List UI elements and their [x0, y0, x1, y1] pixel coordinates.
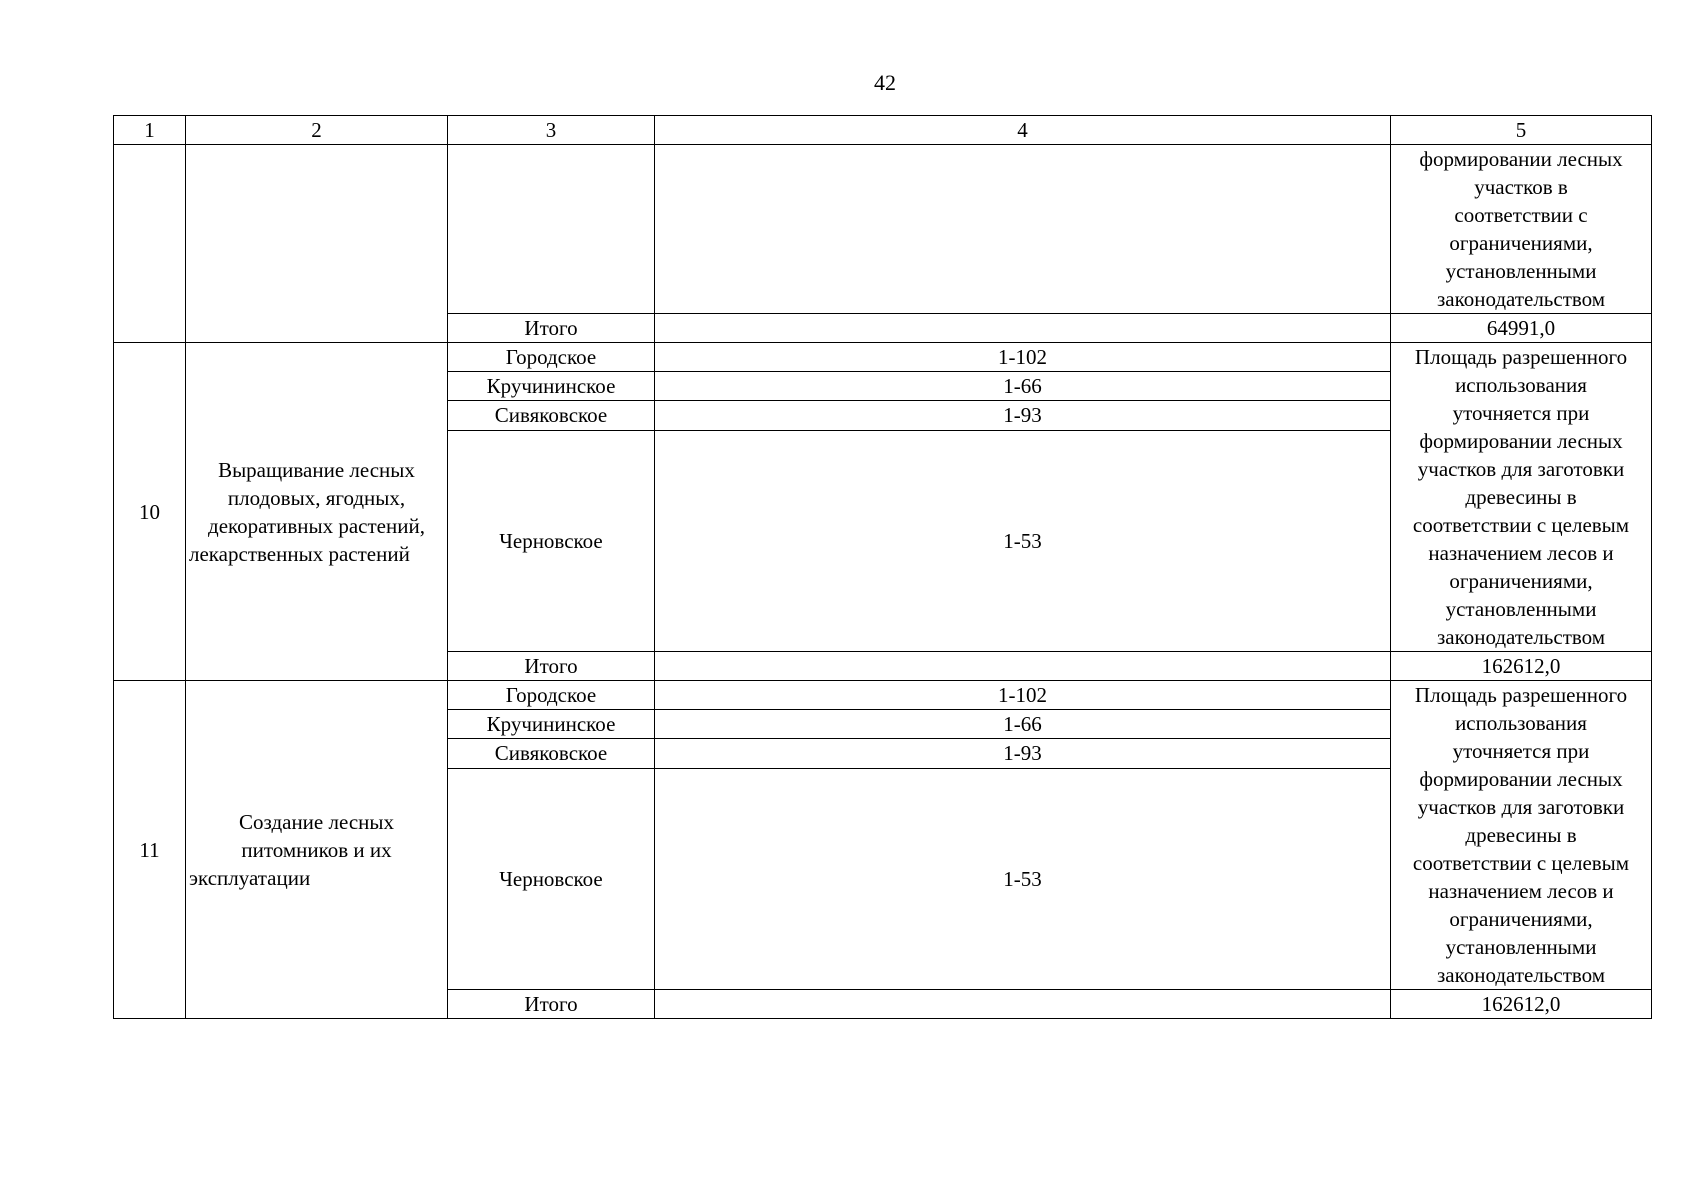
carryover-note: формировании лесных участков в соответствии с ограничениями, установленными законодательством [1391, 145, 1652, 314]
group-11-forestry-4: Черновское [448, 768, 655, 989]
header-col-2: 2 [186, 116, 448, 145]
group-11-quarters-1: 1-102 [655, 681, 1391, 710]
group-11-forestry-1: Городское [448, 681, 655, 710]
header-col-1: 1 [114, 116, 186, 145]
header-row [114, 116, 1652, 145]
carryover-forestry-cell [448, 145, 655, 314]
group-10-total-value: 162612,0 [1391, 652, 1652, 681]
group-10-quarters-4: 1-53 [655, 430, 1391, 651]
group-11-description: Создание лесных питомников и их эксплуатации [186, 681, 448, 1019]
group-10-row-1 [114, 343, 1652, 372]
forest-use-table [113, 115, 1652, 1019]
carryover-total-label: Итого [448, 314, 655, 343]
group-11-quarters-4: 1-53 [655, 768, 1391, 989]
group-11-forestry-2: Кручининское [448, 710, 655, 739]
group-10-forestry-3: Сивяковское [448, 401, 655, 430]
carryover-row [114, 145, 1652, 314]
header-col-5: 5 [1391, 116, 1652, 145]
group-10-quarters-2: 1-66 [655, 372, 1391, 401]
group-11-number: 11 [114, 681, 186, 1019]
group-10-number: 10 [114, 343, 186, 681]
carryover-quarters-cell [655, 145, 1391, 314]
group-11-quarters-3: 1-93 [655, 739, 1391, 768]
carryover-total-quarters [655, 314, 1391, 343]
group-11-quarters-2: 1-66 [655, 710, 1391, 739]
group-10-quarters-1: 1-102 [655, 343, 1391, 372]
group-11-row-1 [114, 681, 1652, 710]
group-11-total-quarters [655, 990, 1391, 1019]
group-11-forestry-3: Сивяковское [448, 739, 655, 768]
header-col-4: 4 [655, 116, 1391, 145]
carryover-number-cell [114, 145, 186, 343]
group-10-total-quarters [655, 652, 1391, 681]
group-11-total-value: 162612,0 [1391, 990, 1652, 1019]
carryover-description-cell [186, 145, 448, 343]
group-11-total-label: Итого [448, 990, 655, 1019]
group-11-note: Площадь разрешенного использования уточняется при формировании лесных участков для заготовки древесины в соответствии с целевым назначением лесов и ограничениями, установленными законодательством [1391, 681, 1652, 990]
page-number: 42 [874, 70, 896, 95]
group-10-forestry-2: Кручининское [448, 372, 655, 401]
header-col-3: 3 [448, 116, 655, 145]
group-10-note: Площадь разрешенного использования уточняется при формировании лесных участков для заготовки древесины в соответствии с целевым назначением лесов и ограничениями, установленными законодательством [1391, 343, 1652, 652]
group-10-description: Выращивание лесных плодовых, ягодных, декоративных растений, лекарственных растений [186, 343, 448, 681]
group-10-quarters-3: 1-93 [655, 401, 1391, 430]
group-10-forestry-4: Черновское [448, 430, 655, 651]
group-10-forestry-1: Городское [448, 343, 655, 372]
group-10-total-label: Итого [448, 652, 655, 681]
carryover-total-value: 64991,0 [1391, 314, 1652, 343]
